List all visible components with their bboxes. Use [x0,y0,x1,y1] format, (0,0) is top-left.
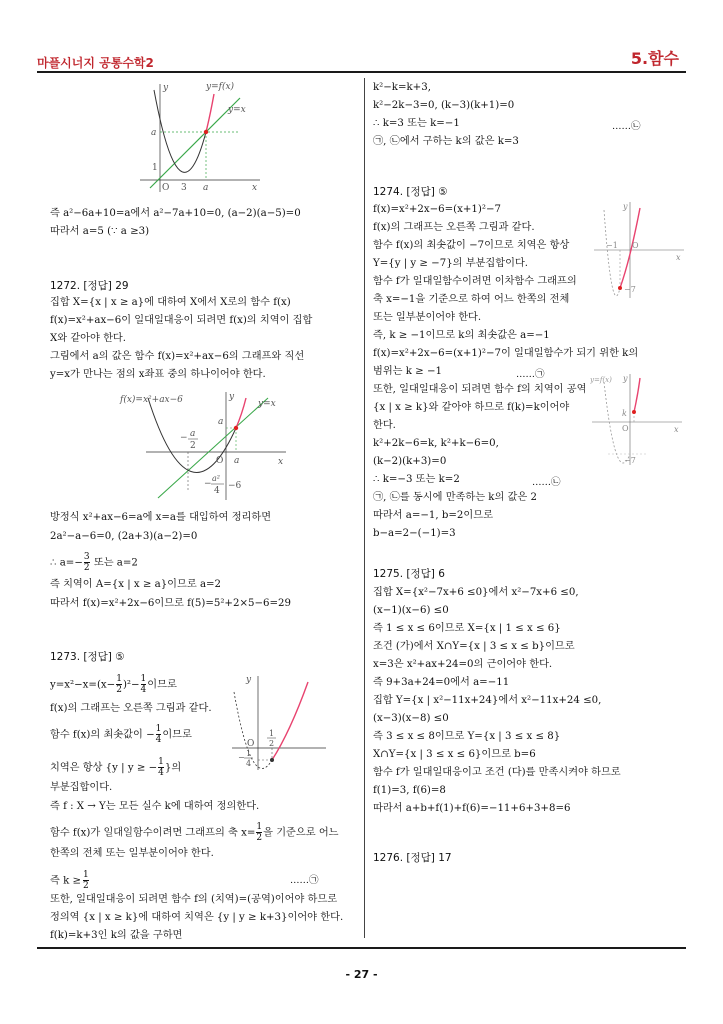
text-line: 또한, 일대일대응이 되려면 함수 f의 치역이 공역 [373,384,587,395]
text-part: }의 [164,762,182,774]
fraction-numerator: 1 [140,674,147,684]
text-line: 방정식 x²+ax−6=a에 x=a를 대입하여 정리하면 [50,512,272,523]
g2-six-label: −6 [228,481,242,491]
text-line: X와 같아야 한다. [50,333,127,344]
g5-fx-label: y=f(x) [590,376,612,384]
text-part: )²− [122,679,140,691]
text-part: 즉 k ≥ [50,875,82,887]
g1-y-label: y [163,83,169,93]
header-rule [37,71,686,73]
fraction-denominator: 2 [83,563,90,573]
text-line: ㉠, ㉡에서 구하는 k의 값은 k=3 [373,136,519,147]
fraction-denominator: 2 [83,881,89,891]
text-line: (k−2)(k+3)=0 [373,456,447,467]
text-line: b−a=2−(−1)=3 [373,528,456,539]
problem-1273-heading: 1273. [정답] ⑤ [50,651,125,663]
g3-n1-label: 1 [269,729,275,738]
header-book-title: 마플시너지 공통수학2 [37,56,154,70]
fraction-denominator: 4 [155,735,162,745]
fraction-numerator: 1 [256,822,263,832]
text-line: (x−3)(x−8) ≤0 [373,713,449,724]
g3-origin-label: O [247,739,255,749]
text-line: 즉 치역이 A={x | x ≥ a}이므로 a=2 [50,579,222,590]
fraction-denominator: 2 [116,685,122,695]
text-line: 즉 f : X → Y는 모든 실수 k에 대하여 정의한다. [50,801,260,812]
text-line: ㉠, ㉡를 동시에 만족하는 k의 값은 2 [373,492,537,503]
text-line [50,552,138,573]
text-line: x=3은 x²+ax+24=0의 근이어야 한다. [373,659,553,670]
text-part: 함수 f(x)가 일대일함수이려면 그래프의 축 x= [50,827,256,839]
page-number: - 27 - [345,968,378,981]
g3-d2-label: 2 [269,739,275,748]
text-line: 한다. [373,420,396,431]
text-line: 또한, 일대일대응이 되려면 함수 f의 (치역)=(공역)이어야 하므로 [50,894,338,905]
fraction-numerator: 1 [116,674,122,684]
g5-neg7-label: −7 [624,456,636,465]
text-line: 함수 f가 일대일함수이려면 이차함수 그래프의 [373,276,577,287]
problem-1276-heading: 1276. [정답] 17 [373,852,452,864]
text-line: 집합 X={x²−7x+6 ≤0}에서 x²−7x+6 ≤0, [373,587,579,598]
g3-neg-sign: − [238,753,245,762]
g5-k-label: k [622,409,627,418]
equation-marker: ……㉠ [290,875,319,886]
text-line: 부분집합이다. [50,782,113,793]
g2-four-label: 4 [214,486,220,496]
text-line: k²−k=k+3, [373,82,431,93]
text-line [50,822,339,843]
g2-origin-label: O [216,456,224,466]
g5-origin-label: O [622,424,629,433]
fraction-denominator: 4 [140,685,147,695]
g5-y-label: y [623,374,628,383]
text-line: f(x)=x²+ax−6이 일대일대응이 되려면 f(x)의 치역이 집합 [50,315,313,326]
text-line: 축 x=−1을 기준으로 하여 어느 한쪽의 전체 [373,294,570,305]
text-line: f(1)=3, f(6)=8 [373,785,446,796]
g1-a-label: a [151,128,157,138]
text-line: 집합 Y={x | x²−11x+24}에서 x²−11x+24 ≤0, [373,695,602,706]
g2-mnum-label: a² [212,474,220,483]
text-line: Y={y | y ≥ −7}의 부분집합이다. [373,258,529,269]
footer-rule [37,947,686,949]
equation-marker: ……㉡ [532,477,561,488]
text-line: 따라서 a+b+f(1)+f(6)=−11+6+3+8=6 [373,803,571,814]
text-line: 그림에서 a의 값은 함수 f(x)=x²+ax−6의 그래프와 직선 [50,351,305,362]
text-line [50,674,177,695]
text-line: f(x)=x²+2x−6=(x+1)²−7이 일대일함수가 되기 위한 k의 [373,348,639,359]
g2-aa-label: a [218,417,224,427]
text-line: 즉, k ≥ −1이므로 k의 최솟값은 a=−1 [373,330,550,341]
text-line: (x−1)(x−6) ≤0 [373,605,449,616]
text-line: 즉 9+3a+24=0에서 a=−11 [373,677,510,688]
g1-ax-label: a [203,183,209,193]
g2-y-label: y [229,392,235,402]
problem-1275-heading: 1275. [정답] 6 [373,568,445,580]
text-line: k²−2k−3=0, (k−3)(k+1)=0 [373,100,515,111]
equation-marker: ……㉠ [516,369,545,380]
text-line: 따라서 f(x)=x²+2x−6이므로 f(5)=5²+2×5−6=29 [50,598,291,609]
text-line: 또는 일부분이어야 한다. [373,312,482,323]
text-line: 집합 X={x | x ≥ a}에 대하여 X에서 X로의 함수 f(x) [50,297,291,308]
text-part: ∴ a=− [50,557,83,569]
fraction-denominator: 4 [158,768,164,778]
text-line: ∴ k=−3 또는 k=2 [373,474,460,485]
text-line: 조건 (가)에서 X∩Y={x | 3 ≤ x ≤ b}이므로 [373,641,575,652]
fraction-numerator: 1 [158,757,164,767]
text-line: f(x)=x²+2x−6=(x+1)²−7 [373,204,501,215]
text-part: 또는 a=2 [90,557,138,569]
text-part: 이므로 [162,729,192,741]
fraction-denominator: 2 [256,833,263,843]
text-line: f(x)의 그래프는 오른쪽 그림과 같다. [373,222,535,233]
text-line [50,870,91,891]
g4-neg1-label: −1 [606,241,618,250]
text-line: 한쪽의 전체 또는 일부분이어야 한다. [50,848,214,859]
header-chapter-title: 5.함수 [630,49,679,68]
graph-1273 [228,672,328,772]
g1-three-label: 3 [181,183,187,193]
text-part: 치역은 항상 {y | y ≥ − [50,762,158,774]
g1-x-label: x [252,183,258,193]
text-part: 을 기준으로 어느 [263,827,339,839]
g2-a-label: a [234,456,240,466]
g3-d4-label: 4 [246,759,252,768]
column-divider [364,78,365,938]
text-line: 따라서 a=5 (∵ a ≥3) [50,226,150,237]
g2-x-label: x [278,457,284,467]
text-line: k²+2k−6=k, k²+k−6=0, [373,438,499,449]
g4-neg7-label: −7 [624,285,636,294]
text-line: 즉 a²−6a+10=a에서 a²−7a+10=0, (a−2)(a−5)=0 [50,208,301,219]
equation-marker: ……㉡ [612,121,641,132]
text-line: f(k)=k+3인 k의 값을 구하면 [50,930,183,941]
fraction-numerator: 1 [155,724,162,734]
g4-origin-label: O [632,241,639,250]
text-line: 함수 f(x)의 최솟값이 −7이므로 치역은 항상 [373,240,570,251]
g2-neg2-sign: − [204,479,212,489]
text-part: 이므로 [147,679,177,691]
text-line [50,757,181,778]
text-line: 2a²−a−6=0, (2a+3)(a−2)=0 [50,531,198,542]
text-line: 함수 f가 일대일대응이고 조건 (다)를 만족시켜야 하므로 [373,767,621,778]
text-part: 함수 f(x)의 최솟값이 − [50,729,155,741]
g1-origin-label: O [162,183,170,193]
g2-fx-label: f(x)=x²+ax−6 [120,395,183,405]
problem-1274-heading: 1274. [정답] ⑤ [373,186,448,198]
fraction-numerator: 3 [83,552,90,562]
text-line: 범위는 k ≥ −1 [373,366,442,377]
text-line [50,724,192,745]
g2-neg-sign: − [180,433,188,443]
text-line: ∴ k=3 또는 k=−1 [373,118,460,129]
g4-x-label: x [676,253,681,262]
g2-ma-label: a [190,429,196,439]
g5-x-label: x [674,425,679,434]
g3-n1b-label: 1 [246,749,252,758]
text-part: y=x²−x=(x− [50,679,116,691]
text-line: 정의역 {x | x ≥ k}에 대하여 치역은 {y | y ≥ k+3}이어야 한다. [50,912,344,923]
g3-y-label: y [246,675,252,685]
g1-fx-label: y=f(x) [206,82,235,92]
fraction-numerator: 1 [83,870,89,880]
text-line: 즉 1 ≤ x ≤ 6이므로 X={x | 1 ≤ x ≤ 6} [373,623,561,634]
text-line: y=x가 만나는 점의 x좌표 중의 하나이어야 한다. [50,369,266,380]
text-line: {x | x ≥ k}와 같아야 하므로 f(k)=k이어야 [373,402,570,413]
text-line: 즉 3 ≤ x ≤ 8이므로 Y={x | 3 ≤ x ≤ 8} [373,731,561,742]
g4-y-label: y [623,202,628,211]
graph-1272 [118,390,293,502]
g2-two-label: 2 [190,441,196,451]
g1-one-label: 1 [152,163,158,173]
text-line: X∩Y={x | 3 ≤ x ≤ 6}이므로 b=6 [373,749,536,760]
text-line: 따라서 a=−1, b=2이므로 [373,510,493,521]
graph-1274-a [592,200,687,300]
text-line: f(x)의 그래프는 오른쪽 그림과 같다. [50,703,212,714]
graph-1274-b [590,372,685,467]
graph-1271 [140,80,265,195]
g1-yx-label: y=x [228,105,246,115]
g2-yx-label: y=x [258,399,276,409]
problem-1272-heading: 1272. [정답] 29 [50,280,129,292]
